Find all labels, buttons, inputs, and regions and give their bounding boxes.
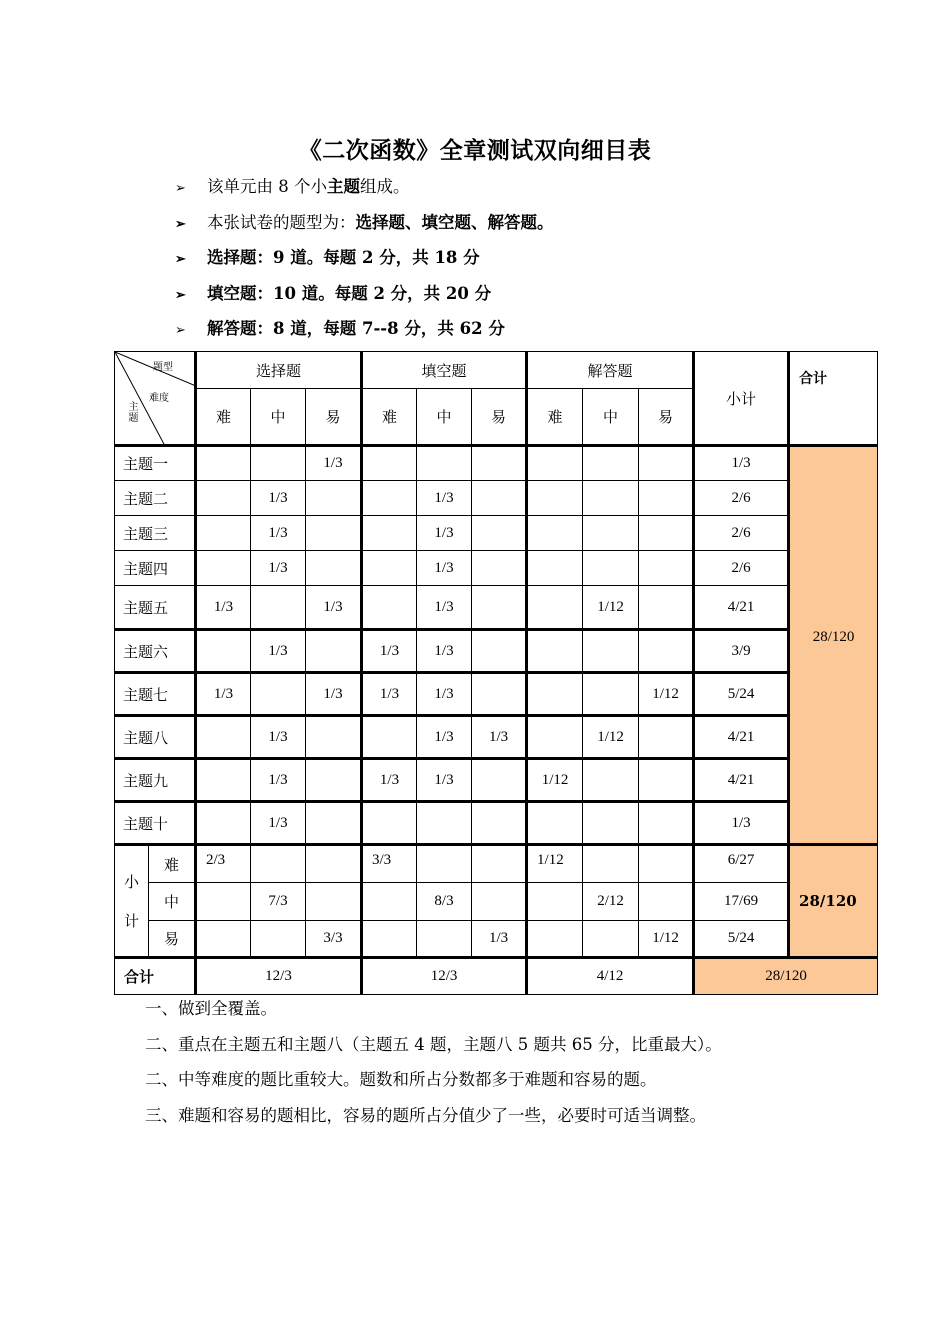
score-cell: 1/3 <box>251 481 306 516</box>
score-cell: 1/12 <box>583 716 639 759</box>
score-cell: 1/3 <box>251 551 306 586</box>
score-cell <box>527 673 583 716</box>
score-cell <box>251 586 306 630</box>
bullet-text-bold: 主题 <box>327 177 360 196</box>
difficulty-header: 中 <box>251 389 306 446</box>
score-cell <box>306 716 362 759</box>
score-cell: 1/3 <box>251 630 306 673</box>
score-cell <box>527 551 583 586</box>
subtotal-row <box>115 845 878 883</box>
bullet-text: 该单元由 8 个小 <box>207 177 327 196</box>
subtotal-label-bottom: 计 <box>123 912 139 930</box>
score-cell: 1/3 <box>417 630 472 673</box>
score-cell <box>583 551 639 586</box>
score-cell <box>196 759 251 802</box>
subtotal-score-cell: 1/12 <box>639 921 694 958</box>
score-cell <box>306 516 362 551</box>
arrow-bullet-icon: ➢ <box>175 323 186 338</box>
score-cell: 1/3 <box>306 446 362 481</box>
subtotal-score-cell <box>196 921 251 958</box>
arrow-bullet-icon: ➢ <box>175 287 186 303</box>
score-cell <box>362 481 417 516</box>
score-cell <box>472 551 527 586</box>
subtotal-score-cell <box>417 921 472 958</box>
table-row <box>115 802 878 845</box>
score-cell <box>583 446 639 481</box>
score-cell <box>196 551 251 586</box>
score-cell <box>639 630 694 673</box>
two-way-spec-table <box>114 351 878 995</box>
score-cell: 1/3 <box>306 586 362 630</box>
document-title: 《二次函数》全章测试双向细目表 <box>298 138 652 164</box>
score-cell: 1/3 <box>362 630 417 673</box>
score-cell: 1/12 <box>527 759 583 802</box>
corner-topic-label: 主题 <box>128 402 139 424</box>
score-cell <box>306 630 362 673</box>
arrow-bullet-icon: ➢ <box>175 252 186 267</box>
score-cell: 1/12 <box>639 673 694 716</box>
score-cell <box>251 446 306 481</box>
topic-label: 主题十 <box>115 802 196 845</box>
score-cell <box>251 673 306 716</box>
score-cell <box>527 446 583 481</box>
grand-total-type-value: 12/3 <box>362 958 527 995</box>
subtotal-score-cell <box>362 921 417 958</box>
score-cell <box>639 802 694 845</box>
topic-label: 主题八 <box>115 716 196 759</box>
bullet-text-bold: 填空题：10 道。每题 2 分，共 20 分 <box>207 283 492 303</box>
score-cell: 1/3 <box>417 716 472 759</box>
notes-list <box>145 995 722 1137</box>
topic-label: 主题三 <box>115 516 196 551</box>
row-subtotal-cell: 4/21 <box>694 586 789 630</box>
corner-header-cell <box>115 352 196 446</box>
table-row <box>115 446 878 481</box>
score-cell <box>362 716 417 759</box>
score-cell <box>583 802 639 845</box>
subtotal-label-top: 小 <box>123 873 139 891</box>
topic-label: 主题六 <box>115 630 196 673</box>
subtotal-level-label: 难 <box>149 845 196 883</box>
difficulty-header: 难 <box>362 389 417 446</box>
topic-label: 主题七 <box>115 673 196 716</box>
grand-total-type-value: 12/3 <box>196 958 362 995</box>
score-cell <box>472 516 527 551</box>
subtotal-group-total: 28/120 <box>789 845 878 958</box>
table-row <box>115 630 878 673</box>
topic-label: 主题五 <box>115 586 196 630</box>
table-row <box>115 586 878 630</box>
corner-difficulty-label: 难度 <box>149 393 169 404</box>
subtotal-score-cell: 1/3 <box>472 921 527 958</box>
topic-label: 主题二 <box>115 481 196 516</box>
score-cell <box>472 802 527 845</box>
subtotal-row-total: 5/24 <box>694 921 789 958</box>
arrow-bullet-icon: ➢ <box>175 216 186 232</box>
score-cell: 1/3 <box>251 516 306 551</box>
score-cell <box>639 586 694 630</box>
score-cell: 1/3 <box>196 586 251 630</box>
subtotal-score-cell <box>306 845 362 883</box>
score-cell <box>196 716 251 759</box>
subtotal-score-cell <box>583 921 639 958</box>
table-row <box>115 673 878 716</box>
difficulty-header: 难 <box>527 389 583 446</box>
score-cell: 1/3 <box>251 759 306 802</box>
subtotal-row-total: 6/27 <box>694 845 789 883</box>
score-cell <box>472 673 527 716</box>
row-subtotal-cell: 3/9 <box>694 630 789 673</box>
score-cell: 1/3 <box>417 673 472 716</box>
score-cell <box>527 802 583 845</box>
subtotal-level-label: 易 <box>149 921 196 958</box>
subtotal-group-label <box>115 845 149 958</box>
table-row <box>115 516 878 551</box>
score-cell <box>417 446 472 481</box>
score-cell: 1/3 <box>362 673 417 716</box>
bullet-text-bold: 解答题：8 道，每题 7--8 分，共 62 分 <box>207 319 505 338</box>
score-cell <box>472 481 527 516</box>
table-row <box>115 481 878 516</box>
subtotal-score-cell: 3/3 <box>362 845 417 883</box>
row-subtotal-cell: 4/21 <box>694 759 789 802</box>
subtotal-row <box>115 883 878 921</box>
subtotal-score-cell <box>472 883 527 921</box>
bullet-item <box>175 208 554 244</box>
score-cell <box>362 516 417 551</box>
score-cell <box>583 481 639 516</box>
subtotal-score-cell <box>583 845 639 883</box>
score-cell: 1/3 <box>306 673 362 716</box>
score-cell: 1/12 <box>583 586 639 630</box>
score-cell: 1/3 <box>472 716 527 759</box>
subtotal-score-cell <box>417 845 472 883</box>
grand-total-value: 28/120 <box>694 958 878 995</box>
subtotal-score-cell <box>251 921 306 958</box>
table-row <box>115 759 878 802</box>
bullet-text-bold: 选择题、填空题、解答题。 <box>355 212 554 232</box>
subtotal-score-cell: 2/3 <box>196 845 251 883</box>
row-subtotal-cell: 1/3 <box>694 802 789 845</box>
score-cell <box>472 446 527 481</box>
topic-label: 主题一 <box>115 446 196 481</box>
grand-total-label: 合计 <box>115 958 196 995</box>
total-header: 合计 <box>789 352 878 446</box>
score-cell <box>196 446 251 481</box>
difficulty-header: 易 <box>306 389 362 446</box>
type-header-answer: 解答题 <box>527 352 694 389</box>
score-cell: 1/3 <box>417 586 472 630</box>
type-header-fill: 填空题 <box>362 352 527 389</box>
subtotal-score-cell <box>527 883 583 921</box>
topic-label: 主题四 <box>115 551 196 586</box>
note-item: 三、难题和容易的题相比，容易的题所占分值少了一些，必要时可适当调整。 <box>145 1105 706 1125</box>
corner-type-label: 题型 <box>153 362 173 373</box>
subtotal-score-cell: 2/12 <box>583 883 639 921</box>
difficulty-header: 中 <box>417 389 472 446</box>
score-cell: 1/3 <box>417 481 472 516</box>
bullet-item <box>175 314 554 350</box>
score-cell <box>639 759 694 802</box>
subtotal-score-cell <box>196 883 251 921</box>
score-cell <box>527 481 583 516</box>
row-subtotal-cell: 1/3 <box>694 446 789 481</box>
subtotal-score-cell <box>306 883 362 921</box>
score-cell <box>196 802 251 845</box>
row-subtotal-cell: 2/6 <box>694 516 789 551</box>
score-cell <box>583 630 639 673</box>
note-item: 一、做到全覆盖。 <box>145 999 277 1018</box>
score-cell <box>306 551 362 586</box>
score-cell <box>362 446 417 481</box>
table-row <box>115 551 878 586</box>
score-cell <box>583 516 639 551</box>
score-cell: 1/3 <box>251 802 306 845</box>
score-cell <box>362 551 417 586</box>
score-cell <box>639 516 694 551</box>
subtotal-header: 小计 <box>694 352 789 446</box>
subtotal-score-cell: 3/3 <box>306 921 362 958</box>
score-cell <box>196 630 251 673</box>
score-cell: 1/3 <box>417 551 472 586</box>
subtotal-row <box>115 921 878 958</box>
score-cell: 1/3 <box>196 673 251 716</box>
difficulty-header: 难 <box>196 389 251 446</box>
row-subtotal-cell: 2/6 <box>694 481 789 516</box>
topic-label: 主题九 <box>115 759 196 802</box>
score-cell <box>583 759 639 802</box>
grand-total-row <box>115 958 878 995</box>
subtotal-score-cell: 1/12 <box>527 845 583 883</box>
subtotal-score-cell <box>362 883 417 921</box>
score-cell <box>196 516 251 551</box>
row-subtotal-cell: 2/6 <box>694 551 789 586</box>
score-cell: 1/3 <box>251 716 306 759</box>
score-cell <box>306 481 362 516</box>
bullet-text-bold: 选择题：9 道。每题 2 分，共 18 分 <box>207 248 480 267</box>
row-subtotal-cell: 5/24 <box>694 673 789 716</box>
subtotal-score-cell: 8/3 <box>417 883 472 921</box>
score-cell <box>527 630 583 673</box>
note-item: 二、中等难度的题比重较大。题数和所占分数都多于难题和容易的题。 <box>145 1070 657 1089</box>
arrow-bullet-icon: ➢ <box>175 181 186 196</box>
score-cell <box>527 516 583 551</box>
score-cell: 1/3 <box>417 516 472 551</box>
score-cell <box>417 802 472 845</box>
subtotal-score-cell <box>251 845 306 883</box>
difficulty-header: 易 <box>639 389 694 446</box>
score-cell <box>639 551 694 586</box>
subtotal-row-total: 17/69 <box>694 883 789 921</box>
type-header-choice: 选择题 <box>196 352 362 389</box>
subtotal-score-cell <box>472 845 527 883</box>
bullet-text: 组成。 <box>360 177 410 196</box>
subtotal-score-cell <box>639 883 694 921</box>
score-cell <box>639 481 694 516</box>
bullet-item <box>175 279 554 315</box>
score-cell <box>527 716 583 759</box>
bullet-item <box>175 243 554 279</box>
bullet-text: 本张试卷的题型为： <box>207 212 356 232</box>
score-cell <box>306 802 362 845</box>
score-cell <box>527 586 583 630</box>
score-cell <box>472 586 527 630</box>
subtotal-score-cell: 7/3 <box>251 883 306 921</box>
grand-total-type-value: 4/12 <box>527 958 694 995</box>
score-cell <box>639 446 694 481</box>
difficulty-header: 中 <box>583 389 639 446</box>
score-cell <box>362 802 417 845</box>
table-row <box>115 716 878 759</box>
note-item: 二、重点在主题五和主题八（主题五 4 题，主题八 5 题共 65 分，比重最大）。 <box>145 1034 722 1054</box>
score-cell <box>583 673 639 716</box>
subtotal-level-label: 中 <box>149 883 196 921</box>
score-cell <box>472 759 527 802</box>
score-cell: 1/3 <box>417 759 472 802</box>
topics-total-cell: 28/120 <box>789 446 878 845</box>
score-cell <box>196 481 251 516</box>
score-cell <box>472 630 527 673</box>
difficulty-header: 易 <box>472 389 527 446</box>
score-cell <box>639 716 694 759</box>
score-cell <box>306 759 362 802</box>
subtotal-score-cell <box>527 921 583 958</box>
score-cell: 1/3 <box>362 759 417 802</box>
score-cell <box>362 586 417 630</box>
row-subtotal-cell: 4/21 <box>694 716 789 759</box>
subtotal-score-cell <box>639 845 694 883</box>
bullet-item <box>175 172 554 208</box>
intro-bullet-list <box>175 172 554 350</box>
